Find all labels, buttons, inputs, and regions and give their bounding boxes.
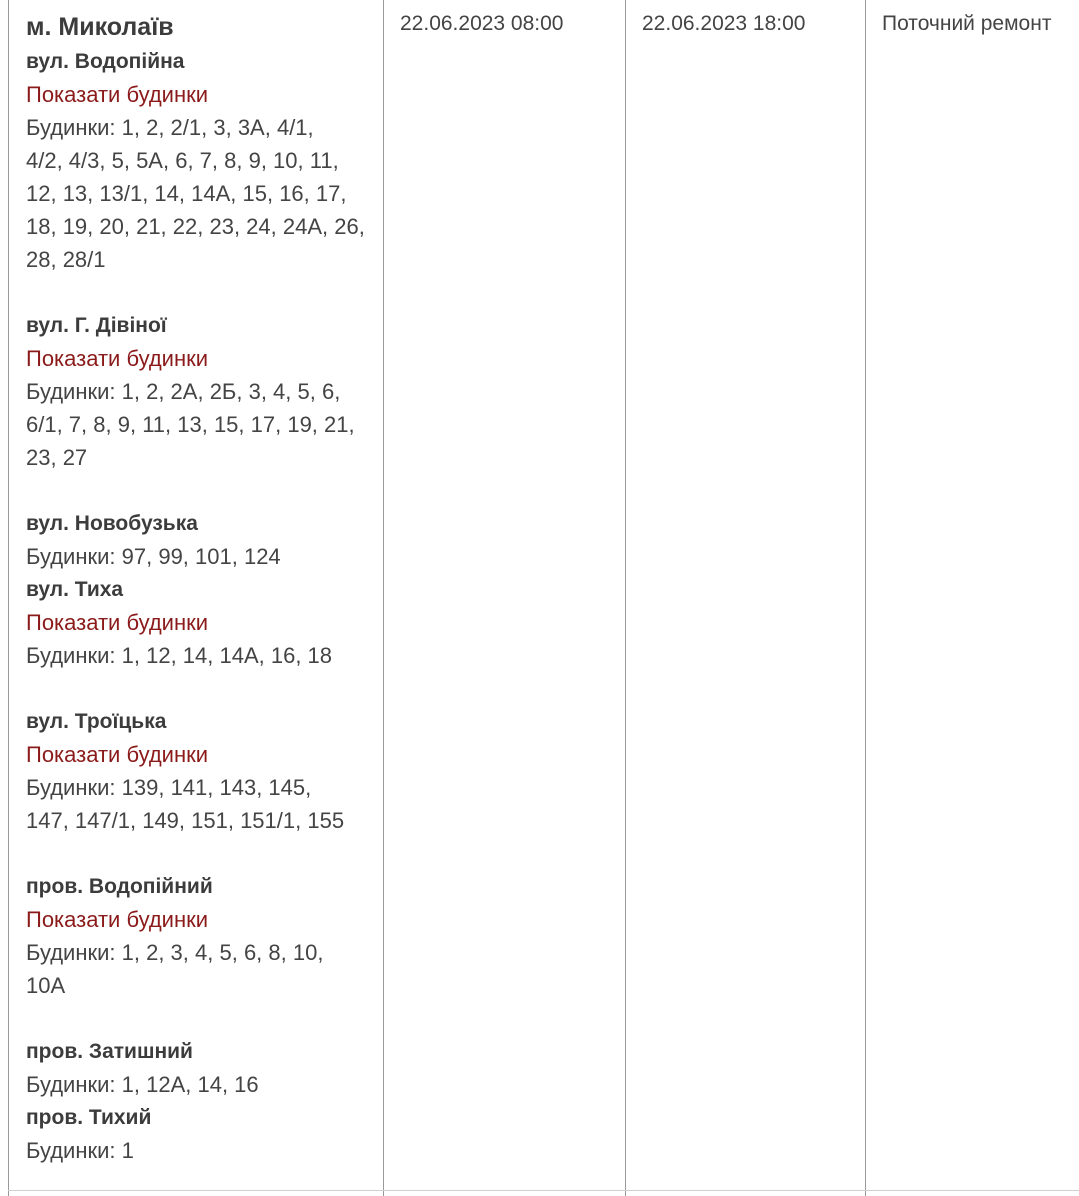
street-block-divinoi — [26, 309, 376, 474]
houses-line: 28, 28/1 — [26, 247, 106, 272]
street-block-troitska — [26, 705, 376, 837]
show-houses-link[interactable]: Показати будинки — [26, 346, 209, 371]
houses-line: Будинки: 97, 99, 101, 124 — [26, 544, 281, 569]
houses-line: 4/2, 4/3, 5, 5А, 6, 7, 8, 9, 10, 11, — [26, 148, 339, 173]
city-name: м. Миколаїв — [26, 13, 174, 41]
houses-line: Будинки: 1 — [26, 1138, 134, 1163]
houses-line: Будинки: 1, 12, 14, 14А, 16, 18 — [26, 643, 333, 668]
houses-line: Будинки: 1, 2, 3, 4, 5, 6, 8, 10, — [26, 940, 324, 965]
houses-line: Будинки: 1, 2, 2/1, 3, 3А, 4/1, — [26, 115, 314, 140]
houses-line: 6/1, 7, 8, 9, 11, 13, 15, 17, 19, 21, — [26, 412, 355, 437]
houses-line: 23, 27 — [26, 445, 88, 470]
street-name: вул. Тиха — [26, 578, 124, 601]
street-name: вул. Водопійна — [26, 50, 185, 73]
houses-line: Будинки: 139, 141, 143, 145, — [26, 775, 312, 800]
street-name: пров. Тихий — [26, 1106, 152, 1129]
street-block-prov-zatyshnyi — [26, 1035, 376, 1101]
show-houses-link[interactable]: Показати будинки — [26, 907, 209, 932]
houses-line: 18, 19, 20, 21, 22, 23, 24, 24А, 26, — [26, 214, 365, 239]
work-type: Поточний ремонт — [882, 12, 1052, 35]
address-cell — [26, 0, 376, 1167]
start-time: 22.06.2023 08:00 — [400, 12, 564, 35]
street-name: вул. Г. Дівіної — [26, 314, 167, 337]
houses-line: Будинки: 1, 2, 2А, 2Б, 3, 4, 5, 6, — [26, 379, 341, 404]
column-divider-3 — [865, 0, 866, 1196]
street-name: вул. Троїцька — [26, 710, 167, 733]
street-block-vodopiina — [26, 45, 376, 276]
show-houses-link[interactable]: Показати будинки — [26, 82, 209, 107]
column-divider-1 — [383, 0, 384, 1196]
street-block-prov-vodopiinyi — [26, 870, 376, 1002]
houses-line: 12, 13, 13/1, 14, 14А, 15, 16, 17, — [26, 181, 347, 206]
houses-line: Будинки: 1, 12А, 14, 16 — [26, 1072, 259, 1097]
show-houses-link[interactable]: Показати будинки — [26, 610, 209, 635]
street-block-novobuzka — [26, 507, 376, 573]
street-name: вул. Новобузька — [26, 512, 198, 535]
row-divider — [8, 1190, 1079, 1191]
show-houses-link[interactable]: Показати будинки — [26, 742, 209, 767]
column-divider-2 — [625, 0, 626, 1196]
end-time: 22.06.2023 18:00 — [642, 12, 806, 35]
street-block-prov-tykhyi — [26, 1101, 376, 1167]
street-block-tykha — [26, 573, 376, 672]
table-border-left — [8, 0, 9, 1196]
street-name: пров. Затишний — [26, 1040, 193, 1063]
street-name: пров. Водопійний — [26, 875, 213, 898]
houses-line: 147, 147/1, 149, 151, 151/1, 155 — [26, 808, 345, 833]
houses-line: 10А — [26, 973, 66, 998]
